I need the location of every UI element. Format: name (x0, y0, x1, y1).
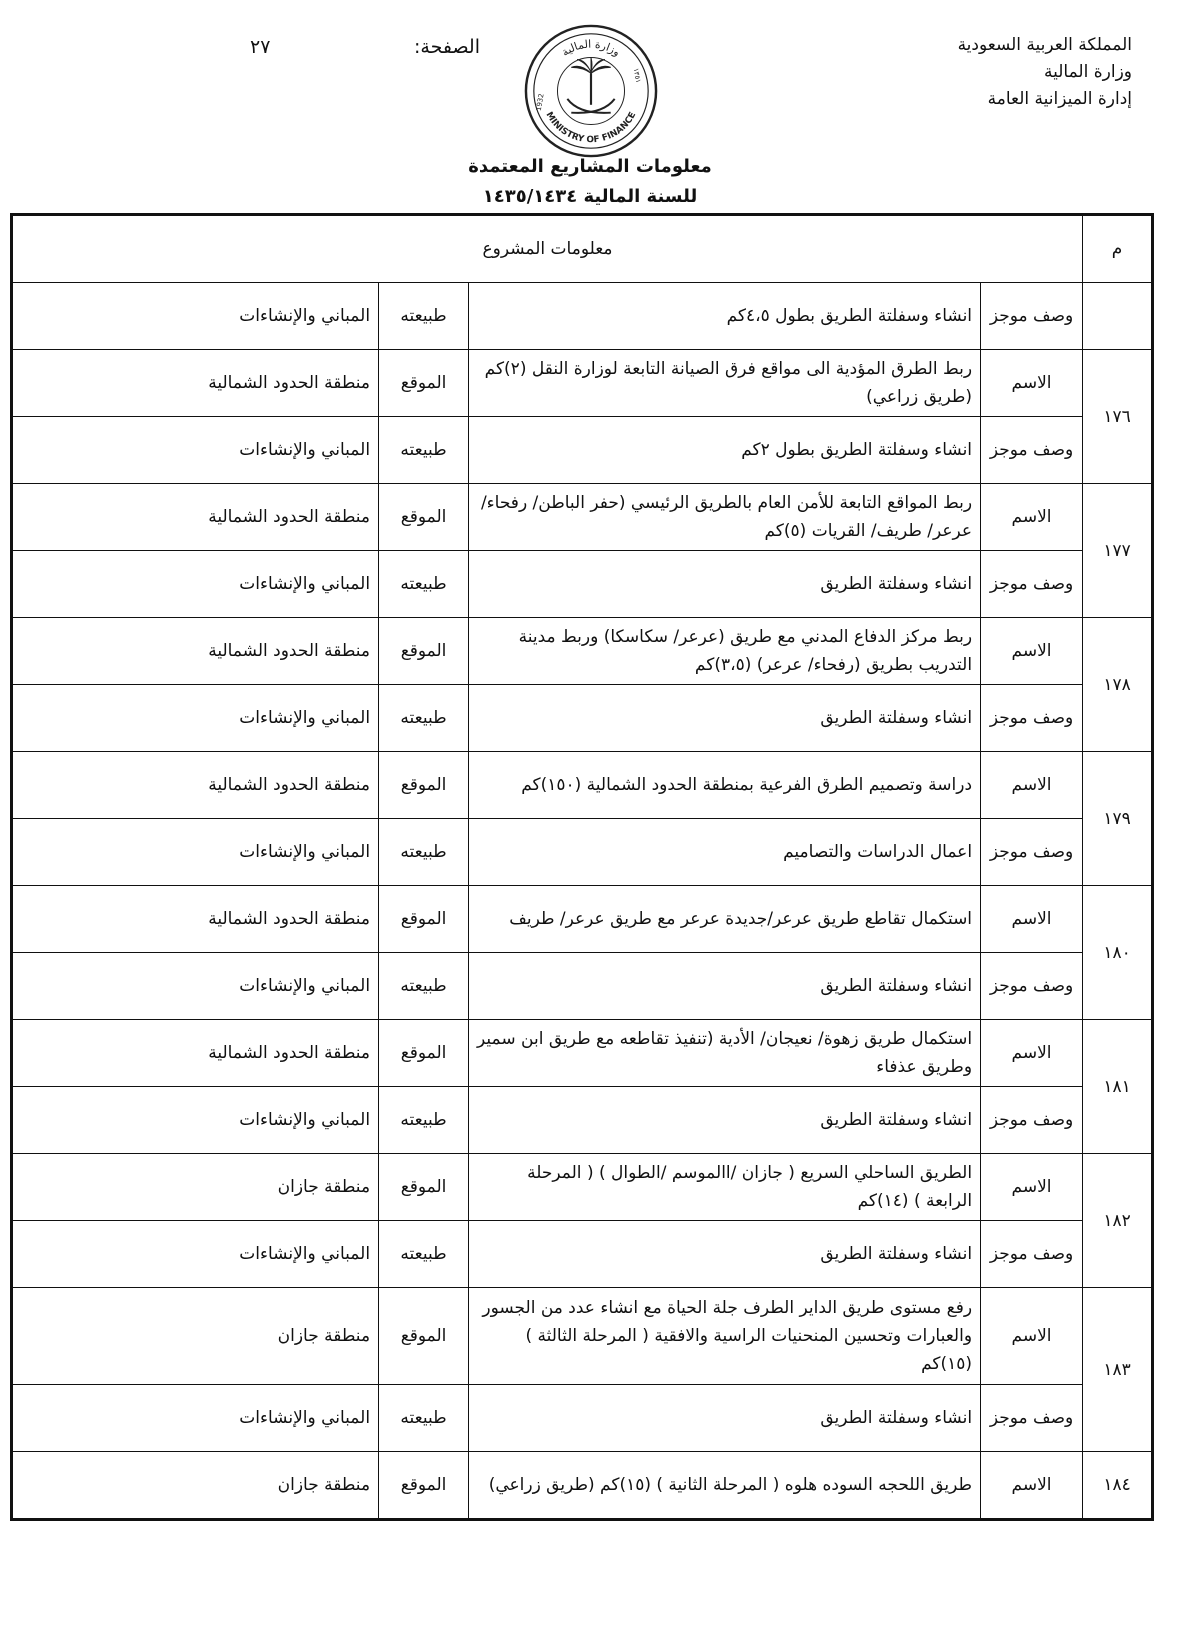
project-number: ١٧٦ (1083, 350, 1153, 484)
desc-label: وصف موجز (981, 1385, 1083, 1452)
location-value: منطقة الحدود الشمالية (12, 484, 379, 551)
header-project-info: معلومات المشروع (12, 215, 1083, 283)
location-label: الموقع (379, 1288, 469, 1385)
project-desc-row (12, 819, 1153, 886)
desc-value: انشاء وسفلتة الطريق (469, 1385, 981, 1452)
desc-value: انشاء وسفلتة الطريق (469, 1221, 981, 1288)
project-name-row (12, 1452, 1153, 1520)
lead-desc-row (12, 283, 1153, 350)
desc-label: وصف موجز (981, 1087, 1083, 1154)
nature-value: المباني والإنشاءات (12, 1087, 379, 1154)
desc-label: وصف موجز (981, 685, 1083, 752)
project-desc-row (12, 1221, 1153, 1288)
project-desc-row (12, 551, 1153, 618)
document-subtitle: للسنة المالية ١٤٣٥/١٤٣٤ (482, 186, 698, 207)
ministry-header (958, 32, 1132, 113)
project-name: استكمال طريق زهوة/ نعيجان/ الأدية (تنفيذ تقاطعه مع طريق ابن سمير وطريق عذفاء (469, 1020, 981, 1087)
project-name: الطريق الساحلي السريع ( جازان /االموسم /الطوال ) ( المرحلة الرابعة ) (١٤)كم (469, 1154, 981, 1221)
project-number: ١٨٣ (1083, 1288, 1153, 1452)
location-label: الموقع (379, 1452, 469, 1520)
project-number: ١٨١ (1083, 1020, 1153, 1154)
project-name: رفع مستوى طريق الداير الطرف جلة الحياة مع انشاء عدد من الجسور والعبارات وتحسين المنحنيات الراسية والافقية ( المرحلة الثالثة ) (١٥)كم (469, 1288, 981, 1385)
location-value: منطقة الحدود الشمالية (12, 350, 379, 417)
org-line-kingdom: المملكة العربية السعودية (957, 35, 1132, 55)
desc-value: انشاء وسفلتة الطريق بطول ٢كم (469, 417, 981, 484)
document-title: معلومات المشاريع المعتمدة (468, 156, 712, 177)
org-line-ministry: وزارة المالية (1044, 62, 1132, 82)
nature-value: المباني والإنشاءات (12, 417, 379, 484)
location-value: منطقة الحدود الشمالية (12, 1020, 379, 1087)
desc-value: انشاء وسفلتة الطريق (469, 685, 981, 752)
header-m: م (1083, 215, 1153, 283)
projects-table (10, 213, 1154, 1521)
desc-label: وصف موجز (981, 819, 1083, 886)
seal-arabic-text: وزارة المالية (559, 37, 623, 59)
page-number: ٢٧ (250, 36, 271, 58)
name-label: الاسم (981, 1154, 1083, 1221)
project-number: ١٧٨ (1083, 618, 1153, 752)
project-name-row (12, 1020, 1153, 1087)
location-label: الموقع (379, 752, 469, 819)
nature-label: طبيعته (379, 1385, 469, 1452)
desc-label: وصف موجز (981, 953, 1083, 1020)
desc-label: وصف موجز (981, 1221, 1083, 1288)
page-number-block (250, 36, 480, 64)
name-label: الاسم (981, 886, 1083, 953)
project-name-row (12, 484, 1153, 551)
project-name: ربط المواقع التابعة للأمن العام بالطريق الرئيسي (حفر الباطن/ رفحاء/ عرعر/ طريف/ القريات (٥)كم (469, 484, 981, 551)
lead-num-cell (1083, 283, 1153, 350)
location-value: منطقة الحدود الشمالية (12, 752, 379, 819)
location-label: الموقع (379, 484, 469, 551)
desc-label: وصف موجز (981, 551, 1083, 618)
nature-label: طبيعته (379, 953, 469, 1020)
seal-year-right: ١٣٥١ (631, 67, 643, 84)
location-value: منطقة جازان (12, 1288, 379, 1385)
table-header-row (12, 215, 1153, 283)
nature-label: طبيعته (379, 1087, 469, 1154)
location-label: الموقع (379, 1020, 469, 1087)
location-value: منطقة جازان (12, 1452, 379, 1520)
project-desc-row (12, 1385, 1153, 1452)
location-value: منطقة الحدود الشمالية (12, 618, 379, 685)
desc-label: وصف موجز (981, 417, 1083, 484)
desc-label: وصف موجز (981, 283, 1083, 350)
nature-value: المباني والإنشاءات (12, 685, 379, 752)
name-label: الاسم (981, 350, 1083, 417)
project-number: ١٨٤ (1083, 1452, 1153, 1520)
desc-value: اعمال الدراسات والتصاميم (469, 819, 981, 886)
project-name: استكمال تقاطع طريق عرعر/جديدة عرعر مع طريق عرعر/ طريف (469, 886, 981, 953)
nature-value: المباني والإنشاءات (12, 819, 379, 886)
project-number: ١٨٢ (1083, 1154, 1153, 1288)
svg-text:MINISTRY OF FINANCE (544, 110, 639, 145)
nature-label: طبيعته (379, 1221, 469, 1288)
project-name: طريق اللحجه السوده هلوه ( المرحلة الثانية ) (١٥)كم (طريق زراعي) (469, 1452, 981, 1520)
desc-value: انشاء وسفلتة الطريق (469, 1087, 981, 1154)
project-name-row (12, 1288, 1153, 1385)
location-value: منطقة الحدود الشمالية (12, 886, 379, 953)
location-label: الموقع (379, 350, 469, 417)
nature-value: المباني والإنشاءات (12, 283, 379, 350)
project-name-row (12, 752, 1153, 819)
project-desc-row (12, 953, 1153, 1020)
page-label: الصفحة: (413, 36, 480, 58)
name-label: الاسم (981, 618, 1083, 685)
name-label: الاسم (981, 752, 1083, 819)
name-label: الاسم (981, 1452, 1083, 1520)
nature-label: طبيعته (379, 283, 469, 350)
svg-text:وزارة المالية (559, 38, 623, 59)
nature-label: طبيعته (379, 685, 469, 752)
location-label: الموقع (379, 618, 469, 685)
project-number: ١٨٠ (1083, 886, 1153, 1020)
nature-label: طبيعته (379, 417, 469, 484)
nature-value: المباني والإنشاءات (12, 1221, 379, 1288)
project-name-row (12, 618, 1153, 685)
project-name: ربط الطرق المؤدية الى مواقع فرق الصيانة التابعة لوزارة النقل (٢)كم (طريق زراعي) (469, 350, 981, 417)
desc-value: انشاء وسفلتة الطريق (469, 953, 981, 1020)
project-name-row (12, 350, 1153, 417)
nature-value: المباني والإنشاءات (12, 953, 379, 1020)
nature-label: طبيعته (379, 819, 469, 886)
project-desc-row (12, 685, 1153, 752)
project-number: ١٧٩ (1083, 752, 1153, 886)
name-label: الاسم (981, 484, 1083, 551)
name-label: الاسم (981, 1288, 1083, 1385)
nature-value: المباني والإنشاءات (12, 551, 379, 618)
seal-year-left: 1932 (534, 92, 546, 112)
location-value: منطقة جازان (12, 1154, 379, 1221)
nature-label: طبيعته (379, 551, 469, 618)
palm-swords-emblem (567, 57, 614, 112)
location-label: الموقع (379, 1154, 469, 1221)
project-number: ١٧٧ (1083, 484, 1153, 618)
org-line-department: إدارة الميزانية العامة (987, 89, 1132, 109)
name-label: الاسم (981, 1020, 1083, 1087)
project-name-row (12, 1154, 1153, 1221)
ministry-seal-icon (522, 22, 660, 160)
desc-value: انشاء وسفلتة الطريق بطول ٤،٥كم (469, 283, 981, 350)
project-name: دراسة وتصميم الطرق الفرعية بمنطقة الحدود الشمالية (١٥٠)كم (469, 752, 981, 819)
desc-value: انشاء وسفلتة الطريق (469, 551, 981, 618)
project-desc-row (12, 1087, 1153, 1154)
document-titles (400, 152, 780, 212)
project-name-row (12, 886, 1153, 953)
nature-value: المباني والإنشاءات (12, 1385, 379, 1452)
project-desc-row (12, 417, 1153, 484)
seal-english-text: MINISTRY OF FINANCE (543, 110, 639, 146)
location-label: الموقع (379, 886, 469, 953)
project-name: ربط مركز الدفاع المدني مع طريق (عرعر/ سكاسكا) وربط مدينة التدريب بطريق (رفحاء/ عرعر) (٣،٥)كم (469, 618, 981, 685)
